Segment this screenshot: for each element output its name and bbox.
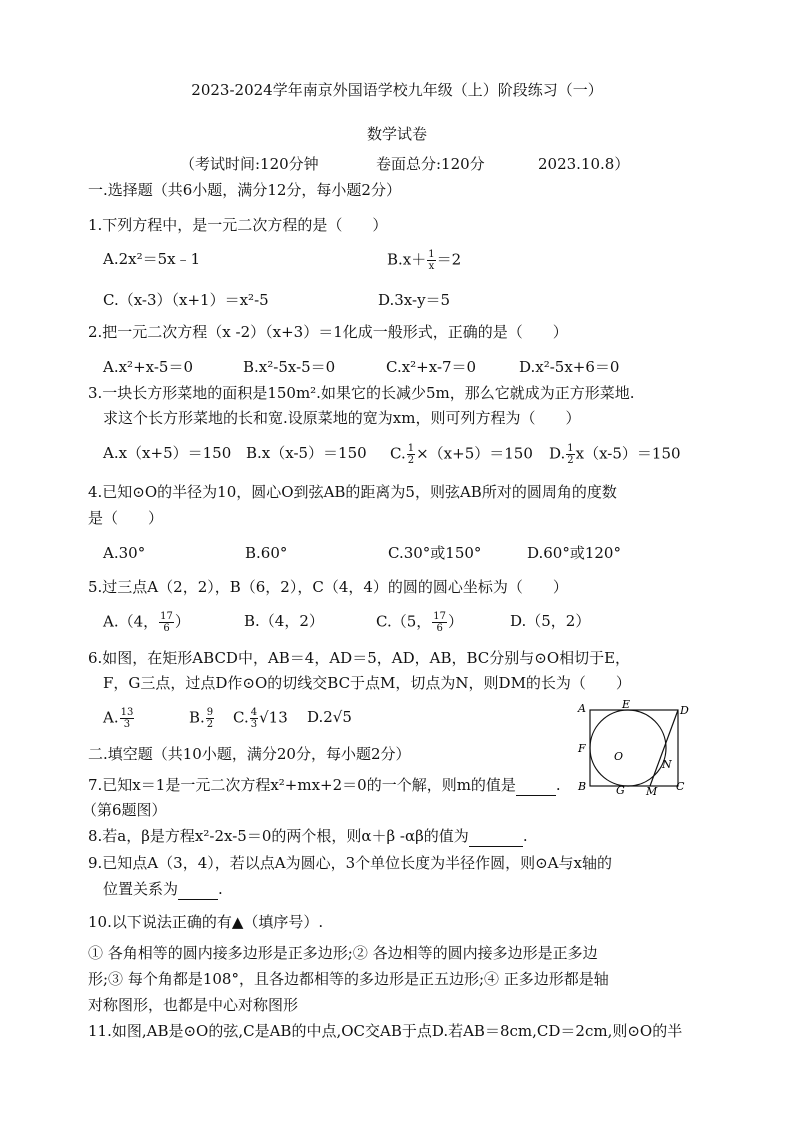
label-n: N	[662, 758, 672, 771]
q6-c-pre: C.	[233, 708, 249, 727]
q9-end: .	[218, 880, 223, 898]
q1-option-d: D.3x-y＝5	[378, 291, 451, 309]
frac-den: 6	[436, 623, 443, 634]
frac-den: 2	[206, 719, 214, 730]
label-e: E	[622, 700, 631, 711]
q3-option-b: B.x（x-5）＝150	[246, 444, 367, 462]
frac-den: 6	[163, 623, 170, 634]
answer-blank[interactable]	[516, 775, 556, 796]
q5-c-post: ）	[448, 612, 464, 631]
fraction	[566, 443, 574, 466]
q1-option-a: A.2x²＝5x﹣1	[103, 250, 201, 268]
q9-stem-line1: 9.已知点A（3，4），若以点A为圆心，3个单位长度为半径作圆，则⊙A与x轴的	[88, 854, 612, 872]
q1-b-pre: B.x＋	[387, 250, 427, 269]
q3-d-post: x（x-5）＝150	[575, 444, 681, 463]
q5-option-c	[376, 611, 463, 634]
q6-b-pre: B.	[189, 708, 205, 727]
q5-c-pre: C.（5，	[376, 612, 432, 631]
frac-den: 2	[407, 455, 415, 466]
q3-stem-line2: 求这个长方形菜地的长和宽.设原菜地的宽为xm，则可列方程为（ ）	[103, 409, 581, 427]
fraction	[432, 611, 447, 634]
q6-stem-line1: 6.如图，在矩形ABCD中，AB＝4，AD＝5，AD，AB，BC分别与⊙O相切于E，	[88, 649, 631, 667]
q8-end: .	[522, 827, 528, 845]
q5-option-d: D.（5，2）	[510, 612, 591, 630]
q4-option-d: D.60°或120°	[527, 544, 621, 562]
label-c: C	[676, 780, 685, 793]
q5-option-b: B.（4，2）	[244, 612, 324, 630]
q4-option-a: A.30°	[103, 544, 146, 562]
q8-text: 8.若a，β是方程x²-2x-5＝0的两个根，则α＋β -αβ的值为	[88, 827, 469, 845]
q8-stem	[88, 826, 528, 847]
q2-stem: 2.把一元二次方程（x -2）（x+3）＝1化成一般形式，正确的是（ ）	[88, 323, 568, 341]
label-b: B	[578, 780, 587, 793]
fraction	[120, 707, 135, 730]
q2-option-b: B.x²-5x-5＝0	[243, 358, 336, 376]
q5-stem: 5.过三点A（2，2），B（6，2），C（4，4）的圆的圆心坐标为（ ）	[88, 578, 568, 596]
q10-line1: ① 各角相等的圆内接多边形是正多边形;② 各边相等的圆内接多边形是正多边	[88, 944, 598, 962]
q9-stem-line2	[103, 879, 223, 900]
section-heading-choice: 一.选择题（共6小题，满分12分，每小题2分）	[88, 181, 401, 199]
q1-stem: 1.下列方程中，是一元二次方程的是（ ）	[88, 216, 388, 234]
q7-end: .	[555, 776, 561, 794]
q7-text: 7.已知x＝1是一元二次方程x²+mx+2＝0的一个解，则m的值是	[88, 776, 516, 794]
label-m: M	[646, 785, 658, 796]
label-o: O	[614, 750, 624, 763]
q11-stem: 11.如图,AB是⊙O的弦,C是AB的中点,OC交AB于点D.若AB＝8cm,CD＝2cm,则⊙O的半	[88, 1022, 683, 1040]
q6-c-post: √13	[259, 708, 288, 727]
section-heading-fill: 二.填空题（共10小题，满分20分，每小题2分）	[88, 745, 411, 763]
tangent-line-dm	[650, 710, 678, 786]
answer-blank[interactable]	[469, 826, 523, 847]
q6-figure	[572, 700, 692, 796]
frac-num: 17	[160, 611, 173, 622]
q6-option-c	[233, 707, 288, 730]
frac-num: 4	[250, 707, 258, 718]
q2-option-c: C.x²+x-7＝0	[386, 358, 477, 376]
fraction	[159, 611, 174, 634]
q3-c-pre: C.	[390, 444, 406, 463]
frac-num: 1	[428, 249, 435, 260]
q6-option-d: D.2√5	[307, 708, 352, 726]
q1-option-b	[387, 249, 461, 272]
q3-option-a: A.x（x+5）＝150	[103, 444, 232, 462]
q4-option-c: C.30°或150°	[388, 544, 482, 562]
exam-title: 2023-2024学年南京外国语学校九年级（上）阶段练习（一）	[191, 81, 603, 99]
fraction	[407, 443, 415, 466]
q3-stem-line1: 3.一块长方形菜地的面积是150m².如果它的长减少5m，那么它就成为正方形菜地.	[88, 384, 635, 402]
frac-num: 1	[567, 443, 574, 454]
q10-line3: 对称图形，也都是中心对称图形	[88, 996, 299, 1014]
exam-subject: 数学试卷	[366, 125, 427, 143]
q7-stem	[88, 775, 561, 796]
frac-den: 3	[123, 719, 131, 730]
label-g: G	[616, 784, 625, 796]
q2-option-a: A.x²+x-5＝0	[103, 358, 193, 376]
fraction	[250, 707, 258, 730]
frac-den: 2	[567, 455, 574, 466]
q2-option-d: D.x²-5x+6＝0	[519, 358, 620, 376]
q5-option-a	[103, 611, 190, 634]
q5-a-post: ）	[174, 612, 190, 631]
q10-stem: 10.以下说法正确的有▲（填序号）.	[88, 913, 324, 931]
label-d: D	[680, 704, 689, 717]
q4-stem-line2: 是（ ）	[88, 509, 164, 527]
fraction	[427, 249, 435, 272]
q6-option-a	[103, 707, 135, 730]
label-f: F	[578, 742, 586, 755]
frac-num: 17	[433, 611, 446, 622]
figure-caption: （第6题图）	[82, 801, 167, 819]
answer-blank[interactable]	[178, 879, 218, 900]
q6-stem-line2: F，G三点，过点D作⊙O的切线交BC于点M，切点为N，则DM的长为（ ）	[103, 674, 631, 692]
frac-den: x	[428, 261, 435, 272]
q4-stem-line1: 4.已知⊙O的半径为10，圆心O到弦AB的距离为5，则弦AB所对的圆周角的度数	[88, 483, 617, 501]
fraction	[206, 707, 214, 730]
q5-a-pre: A.（4，	[103, 612, 159, 631]
q1-b-post: ＝2	[436, 250, 462, 269]
q3-c-post: ×（x+5）＝150	[416, 444, 533, 463]
exam-score: 卷面总分:120分	[376, 155, 485, 173]
q3-option-c	[390, 443, 533, 466]
label-a: A	[578, 702, 586, 715]
q10-line2: 形;③ 每个角都是108°，且各边都相等的多边形是正五边形;④ 正多边形都是轴	[88, 970, 609, 988]
frac-num: 1	[407, 443, 415, 454]
q1-option-c: C.（x-3）（x+1）＝x²-5	[103, 291, 269, 309]
q9-text: 位置关系为	[103, 880, 179, 898]
frac-den: 3	[250, 719, 258, 730]
frac-num: 9	[206, 707, 214, 718]
exam-date: 2023.10.8）	[538, 155, 630, 173]
q3-option-d	[549, 443, 681, 466]
rectangle-abcd	[590, 710, 678, 786]
q4-option-b: B.60°	[245, 544, 288, 562]
q6-a-pre: A.	[103, 708, 119, 727]
frac-num: 13	[120, 707, 134, 718]
q6-option-b	[189, 707, 215, 730]
exam-time: （考试时间:120分钟	[180, 155, 319, 173]
q3-d-pre: D.	[549, 444, 566, 463]
